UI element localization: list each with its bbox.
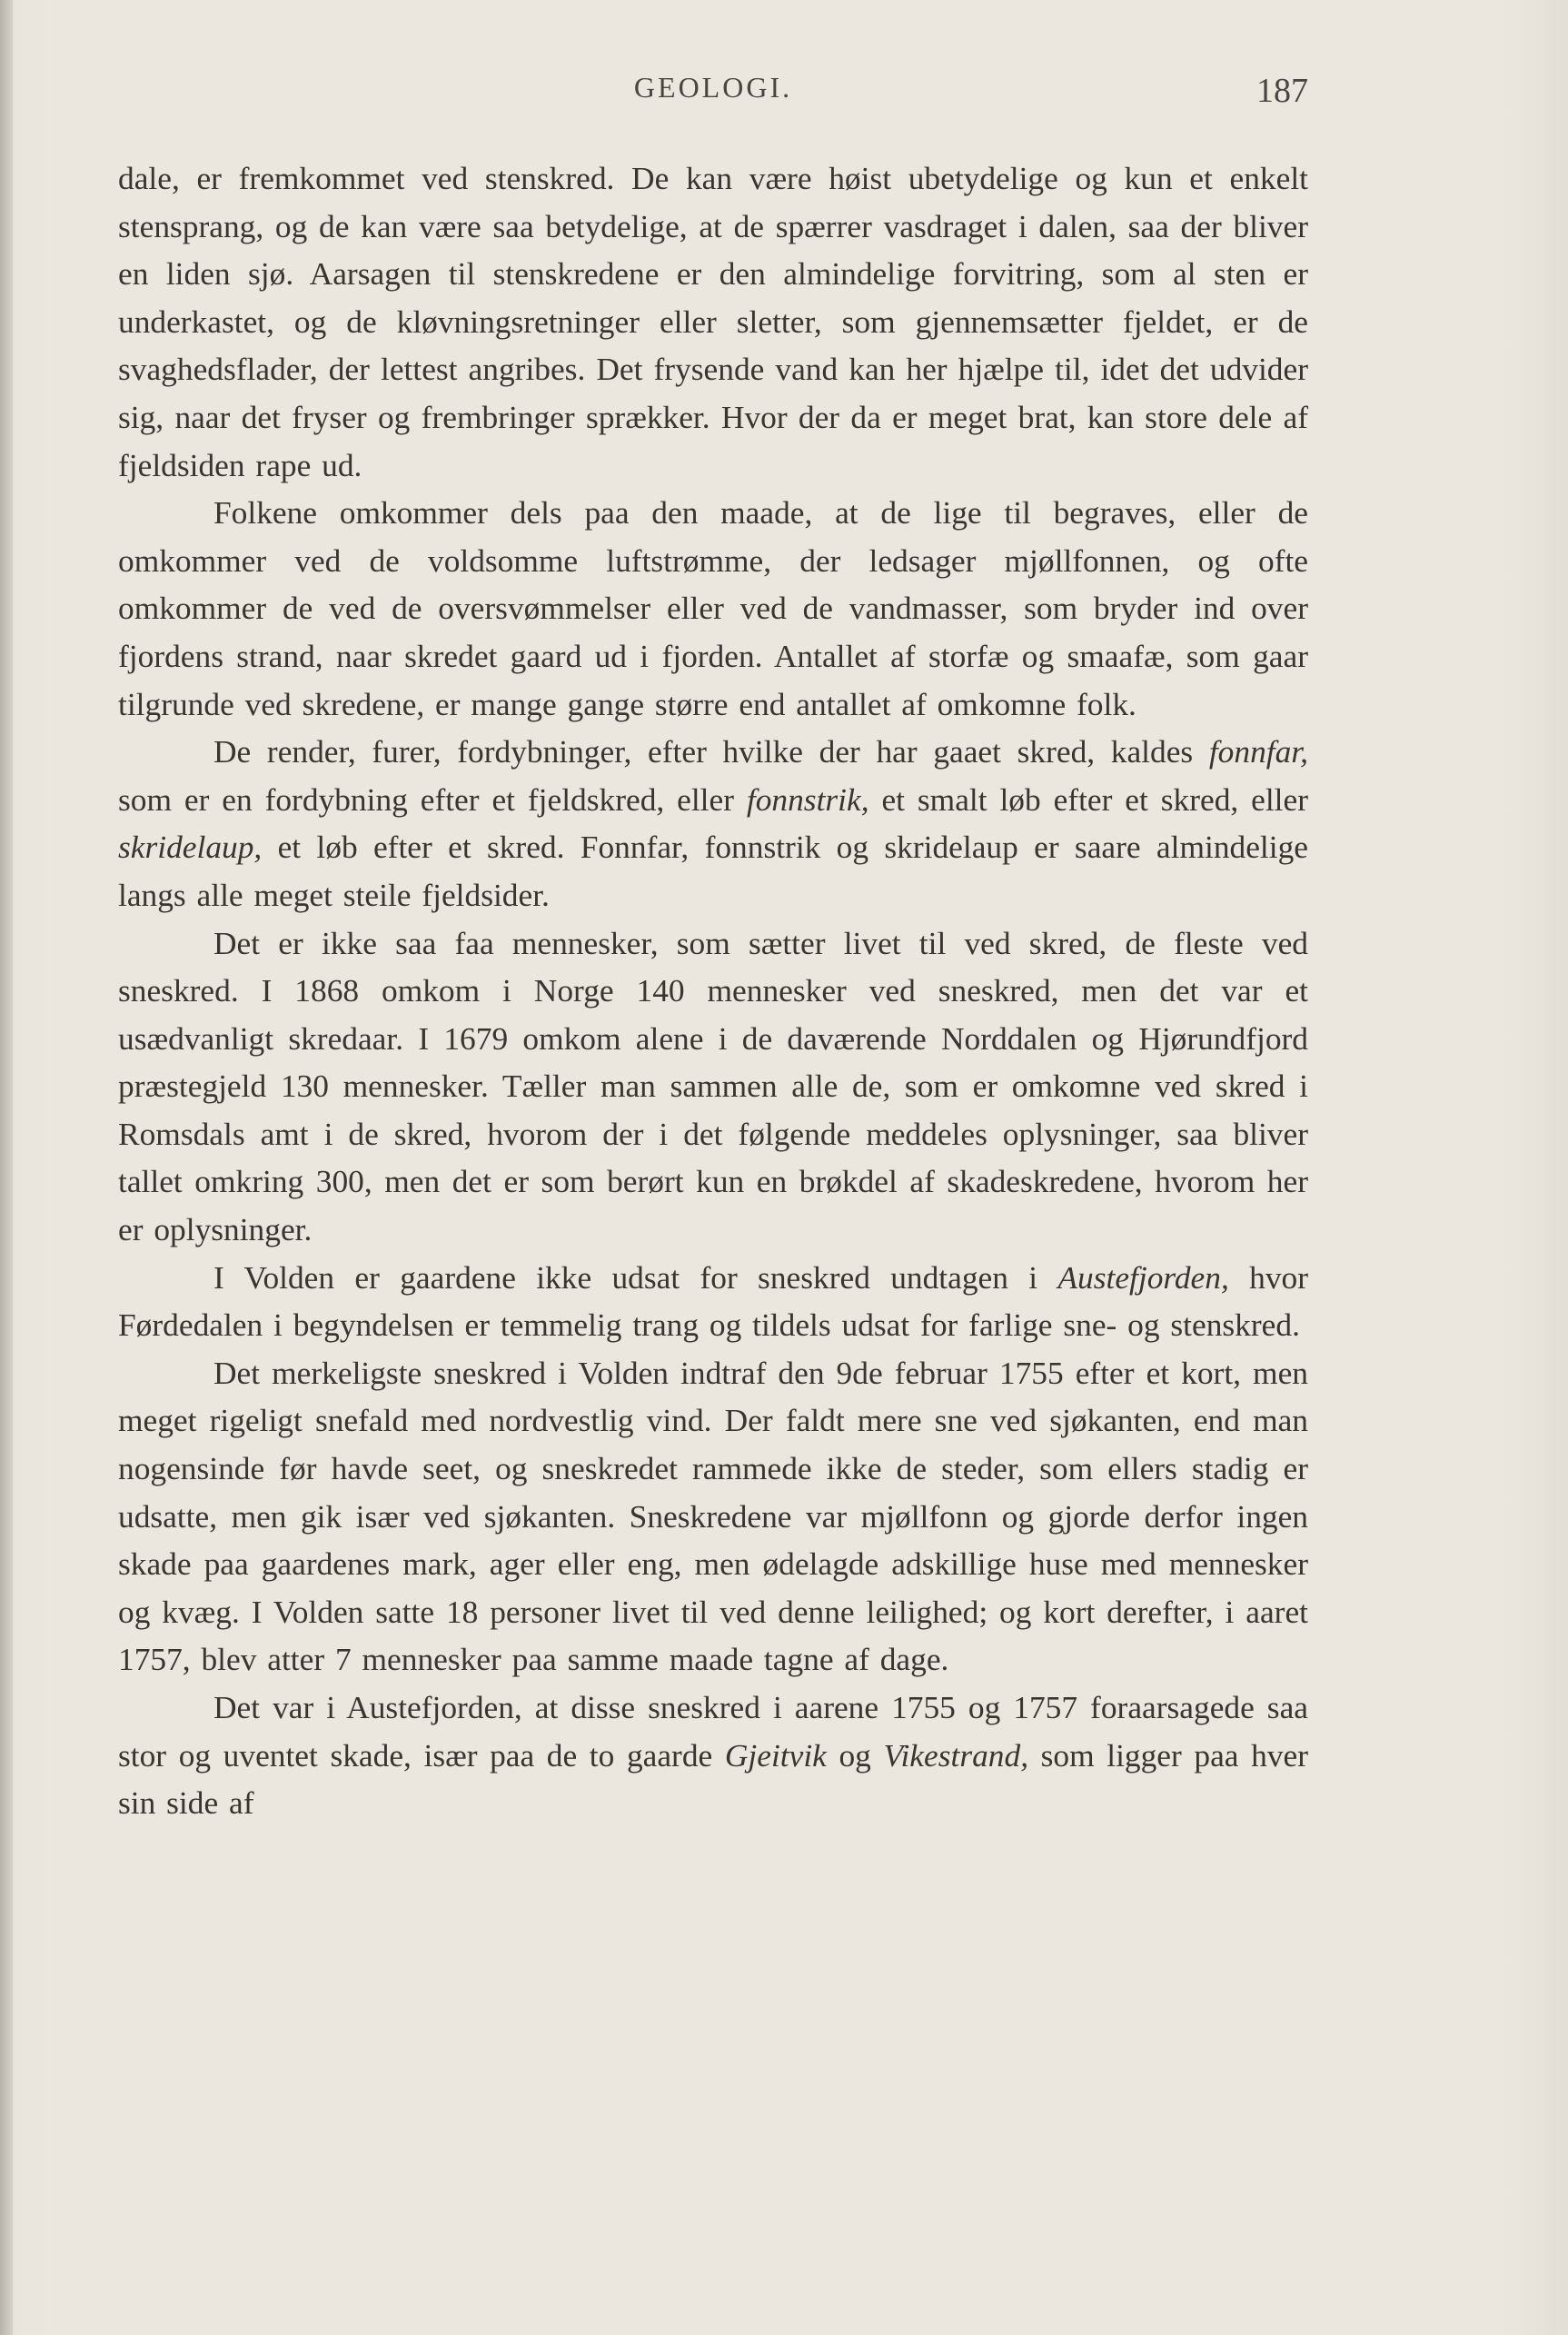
page-binding-edge — [0, 0, 13, 2335]
italic-term: Gjeitvik — [724, 1736, 827, 1774]
italic-term: skridelaup, — [118, 829, 263, 866]
text-run: Det merkeligste sneskred i Volden indtraf den 9de februar 1755 efter et kort, men meget rigeligt snefald med nordvestlig vind. Der faldt mere sne ved sjøkanten, end man nogensinde før havde seet, og sneskredet rammede ikke de steder, som ellers stadig er udsatte, men gik især ved sjøkanten. Sneskredene var mjøllfonn og gjorde derfor ingen skade paa gaardenes mark, ager eller eng, men ødelagde adskillige huse med mennesker og kvæg. I Volden satte 18 personer livet til ved denne leilighed; og kort derefter, i aaret 1757, blev atter 7 mennesker paa samme maade tagne af dage. — [118, 1354, 1308, 1678]
running-title: GEOLOGI. — [633, 71, 793, 104]
text-run: I Volden er gaardene ikke udsat for sneskred undtagen i — [213, 1258, 1058, 1296]
page-header — [118, 71, 1308, 125]
text-run: dale, er fremkommet ved stenskred. De kan være høist ubetydelige og kun et enkelt stensprang, og de kan være saa betydelige, at de spærrer vasdraget i dalen, saa der bliver en liden sjø. Aarsagen til stenskredene er den almindelige forvitring, som al sten er underkastet, og de kløvningsretninger eller sletter, som gjennemsætter fjeldet, er de svaghedsflader, der lettest angribes. Det frysende vand kan her hjælpe til, idet det udvider sig, naar det fryser og frembringer sprækker. Hvor der da er meget brat, kan store dele af fjeldsiden rape ud. — [118, 160, 1308, 483]
italic-term: fonnfar, — [1208, 733, 1308, 770]
paragraph — [118, 728, 1308, 919]
text-run: De render, furer, fordybninger, efter hvilke der har gaaet skred, kaldes — [213, 733, 1209, 770]
paragraph — [118, 1684, 1308, 1827]
text-run: som er en fordybning efter et fjeldskred, eller — [118, 780, 747, 818]
italic-term: Vikestrand, — [883, 1736, 1029, 1774]
text-run: et løb efter et skred. Fonnfar, fonnstrik og skridelaup er saare almindelige langs alle meget steile fjeldsider. — [118, 829, 1308, 913]
text-run: Det er ikke saa faa mennesker, som sætter livet til ved skred, de fleste ved sneskred. I 1868 omkom i Norge 140 mennesker ved sneskred, men det var et usædvanligt skredaar. I 1679 omkom alene i de daværende Norddalen og Hjørundfjord præstegjeld 130 mennesker. Tæller man sammen alle de, som er omkomne ved skred i Romsdals amt i de skred, hvorom der i det følgende meddeles oplysninger, saa bliver tallet omkring 300, men det er som berørt kun en brøkdel af skadeskredene, hvorom her er oplysninger. — [118, 924, 1308, 1248]
text-run: hvor Førdedalen i begyndelsen er temmelig trang og tildels udsat for farlige sne- og stenskred. — [118, 1258, 1308, 1344]
body-text — [118, 154, 1308, 1827]
text-run: som ligger paa hver sin side af — [118, 1736, 1309, 1822]
paragraph — [118, 919, 1308, 1254]
text-run: Folkene omkommer dels paa den maade, at de lige til begraves, eller de omkommer ved de voldsomme luftstrømme, der ledsager mjøllfonnen, og ofte omkommer de ved de oversvømmelser eller ved de vandmasser, som bryder ind over fjordens strand, naar skredet gaard ud i fjorden. Antallet af storfæ og smaafæ, som gaar tilgrunde ved skredene, er mange gange større end antallet af omkomne folk. — [118, 494, 1308, 722]
paragraph — [118, 489, 1308, 728]
text-run: og — [826, 1736, 884, 1774]
paragraph — [118, 1349, 1308, 1684]
text-run: Det var i Austefjorden, at disse sneskred i aarene 1755 og 1757 foraarsagede saa stor og uventet skade, især paa de to gaarde — [118, 1689, 1308, 1774]
italic-term: Austefjorden, — [1057, 1258, 1229, 1296]
text-run: et smalt løb efter et skred, eller — [868, 780, 1308, 818]
page-number: 187 — [1256, 72, 1308, 110]
italic-term: fonnstrik, — [746, 780, 869, 818]
paragraph — [118, 154, 1308, 489]
paragraph — [118, 1254, 1308, 1349]
